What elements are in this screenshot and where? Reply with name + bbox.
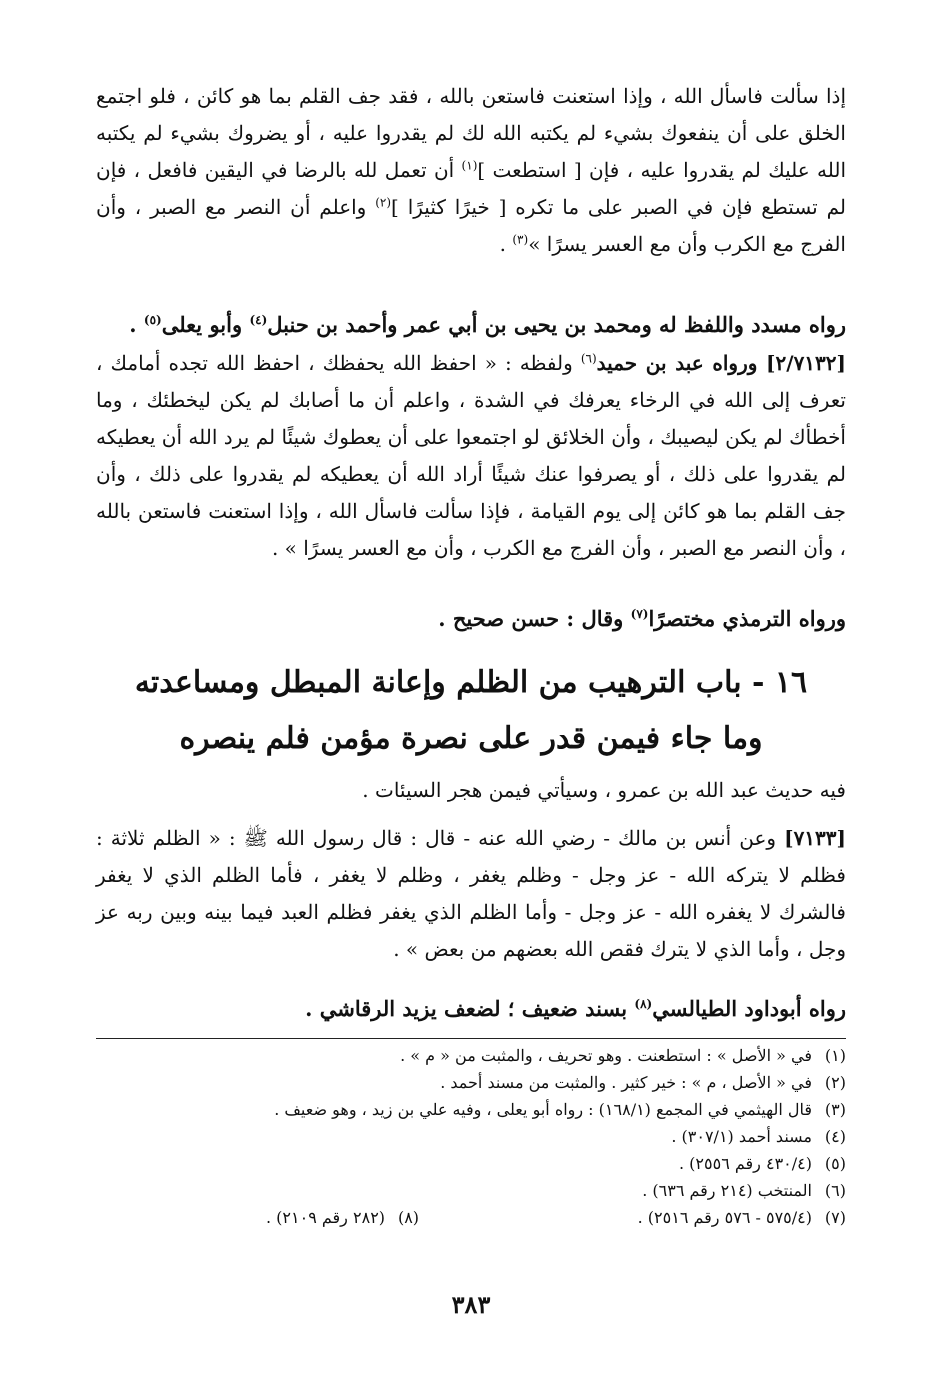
hadith-number: [٧١٣٣] [784,826,846,850]
text-segment: ورواه الترمذي مختصرًا [648,606,846,631]
footnote-item [96,1096,846,1123]
text-segment: . [129,312,144,337]
footnote-ref[interactable]: (٨) [634,997,653,1011]
text-segment: وعن أنس بن مالك - رضي الله عنه - قال : قال رسول الله ﷺ : « الظلم ثلاثة : فظلم لا يتركه الله - عز وجل - وظلم يغفر ، وظلم لا يغفر ، فأما الظلم الذي لا يغفر فالشرك لا يغفره الله - عز وجل - وأما الظلم الذي يغفر فظلم العبد فيما بينه وبين ربه عز وجل ، وأما الذي لا يترك فقص الله بعضهم من بعض » . [96,826,846,961]
narration-note-1 [96,306,846,343]
text-segment: ولفظه : « احفظ الله يحفظك ، احفظ الله تجده أمامك ، تعرف إلى الله في الرخاء يعرفك في الشدة ، واعلم أن ما أصابك لم يكن ليخطئك ، وما أخطأك لم يكن ليصيبك ، وأن الخلائق لو اجتمعوا على أن يعطوك شيئًا لم يرد الله أن يعطيكه لم يقدروا على ذلك ، أو يصرفوا عنك شيئًا أراد الله أن يعطيكه لم يقدروا على ذلك ، وأن جف القلم بما هو كائن إلى يوم القيامة ، فإذا سألت فاسأل الله ، وإذا استعنت فاستعن بالله ، وأن النصر مع الصبر ، وأن الفرج مع الكرب ، وأن مع العسر يسرًا » . [96,351,846,560]
footnote-ref[interactable]: (١) [461,158,478,173]
text-segment: رواه أبوداود الطيالسي [652,996,846,1021]
footnote-text: في « الأصل » : استطعنت . وهو تحريف ، والمثبت من « م » . [400,1046,812,1065]
paragraph-hadith-continuation [96,78,846,263]
text-segment: أن تعمل لله بالرضا في اليقين فافعل ، فإن لم تستطع فإن في الصبر على ما تكره [ خيرًا كثيرًا ] [96,158,847,219]
footnote-item [96,1042,846,1069]
footnote-item [266,1204,419,1231]
text-segment: رواه مسدد واللفظ له ومحمد بن يحيى بن أبي عمر وأحمد بن حنبل [267,312,846,337]
narrator-label: ورواه عبد بن حميد [596,351,767,375]
text-segment: بسند ضعيف ؛ لضعف يزيد الرقاشي . [305,996,635,1021]
footnote-ref[interactable]: (٢) [375,195,392,210]
hadith-number: [٢/٧١٣٢] [766,351,846,375]
footnote-item [96,1069,846,1096]
footnotes-list [96,1042,846,1231]
footnote-ref[interactable]: (٧) [630,607,649,621]
chapter-intro: فيه حديث عبد الله بن عمرو ، وسيأتي فيمن هجر السيئات . [362,778,846,802]
footnote-number: (٧) [824,1208,846,1227]
footnote-text: مسند أحمد (٣٠٧/١) . [671,1127,812,1146]
footnote-text: قال الهيثمي في المجمع (١٦٨/١) : رواه أبو يعلى ، وفيه علي بن زيد ، وهو ضعيف . [274,1100,812,1119]
footnote-ref[interactable]: (٤) [249,313,268,327]
text-segment: . [499,232,513,256]
footnote-ref[interactable]: (٣) [512,232,529,247]
footnote-text: (٤٣٠/٤ رقم ٢٥٥٦) . [678,1154,812,1173]
footnote-number: (٦) [824,1181,846,1200]
footnote-divider [96,1038,846,1039]
narration-note-2 [96,600,846,637]
footnote-number: (١) [824,1046,846,1065]
narration-note-3 [96,990,846,1027]
chapter-heading-line-2: وما جاء فيمن قدر على نصرة مؤمن فلم ينصره [179,721,763,756]
footnote-item [96,1150,846,1177]
paragraph-hadith-7133 [96,820,846,968]
footnote-text: في « الأصل ، م » : خير كثير . والمثبت من مسند أحمد . [440,1073,812,1092]
footnote-ref[interactable]: (٦) [580,351,597,366]
footnote-ref[interactable]: (٥) [143,313,162,327]
page-number: ٣٨٣ [451,1290,491,1319]
footnote-item [638,1204,846,1231]
text-segment: وأبو يعلى [161,312,250,337]
footnote-item [96,1123,846,1150]
footnote-text: المنتخب (٢١٤ رقم ٦٣٦) . [642,1181,812,1200]
footnote-item [96,1177,846,1204]
footnote-number: (٤) [824,1127,846,1146]
text-segment: وقال : حسن صحيح . [438,606,631,631]
paragraph-hadith-7132-2 [96,345,846,567]
footnote-number: (٢) [824,1073,846,1092]
footnote-text: (٢٨٢ رقم ٢١٠٩) . [266,1208,386,1227]
footnote-number: (٣) [824,1100,846,1119]
chapter-heading-line-1: ١٦ - باب الترهيب من الظلم وإعانة المبطل ومساعدته [134,665,808,700]
footnote-number: (٥) [824,1154,846,1173]
text-segment: واعلم أن النصر مع الصبر ، وأن الفرج مع الكرب وأن مع العسر يسرًا » [96,195,846,256]
footnote-text: (٥٧٥/٤ - ٥٧٦ رقم ٢٥١٦) . [637,1208,812,1227]
footnote-number: (٨) [397,1208,420,1227]
text-segment: إذا سألت فاسأل الله ، وإذا استعنت فاستعن بالله ، فقد جف القلم بما هو كائن ، فلو اجتمع الخلق على أن ينفعوك بشيء لم يكتبه الله لك لم يقدروا عليه ، أو يضروك بشيء لم يكتبه الله عليك لم يقدروا عليه ، فإن [ استطعت ] [96,84,846,182]
footnote-item-pair [96,1204,846,1231]
